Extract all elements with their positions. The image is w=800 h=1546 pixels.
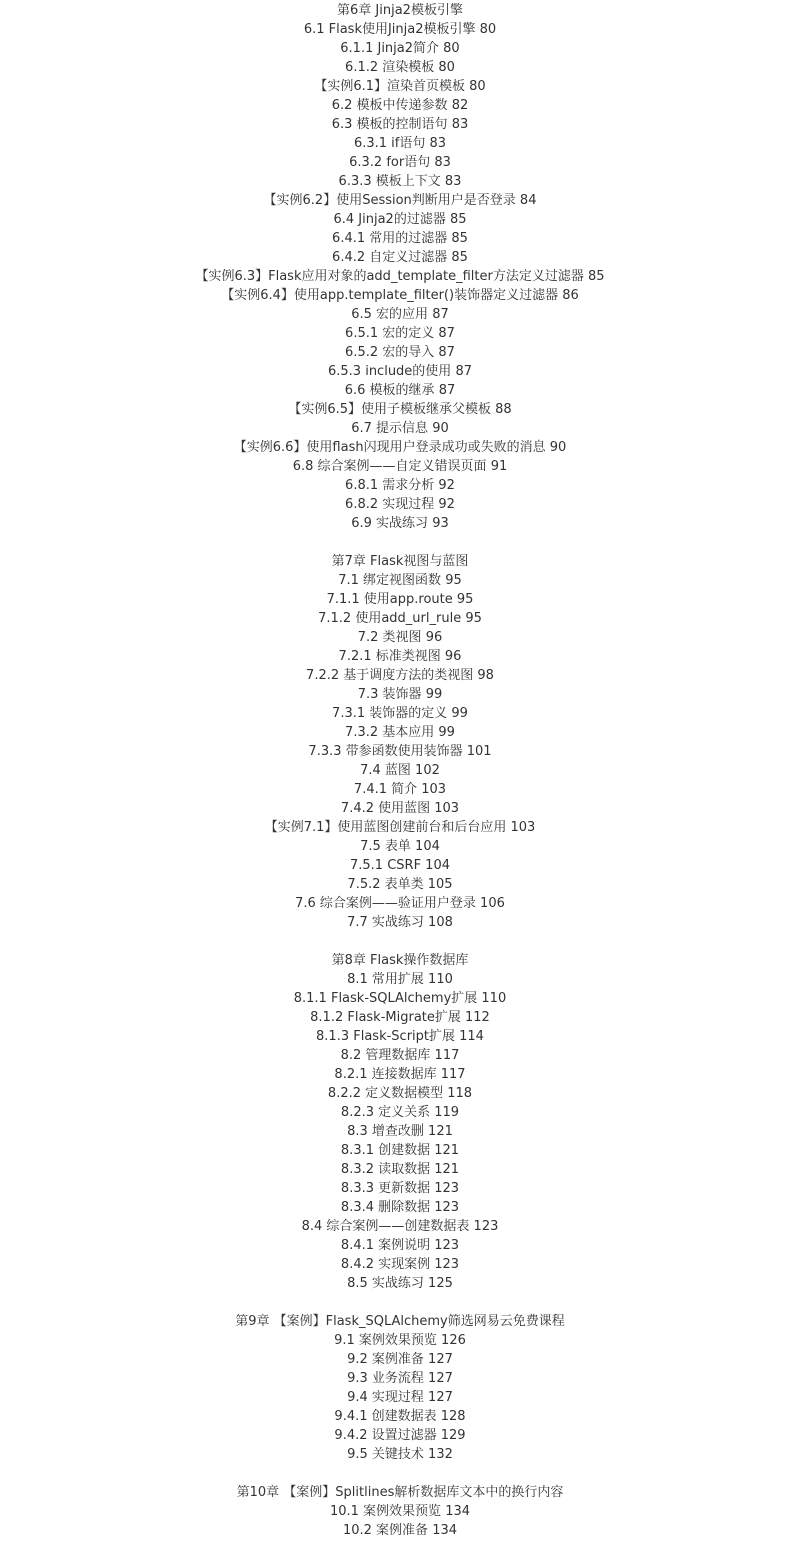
chapter-spacer: [0, 932, 800, 951]
toc-entry: 【实例7.1】使用蓝图创建前台和后台应用 103: [264, 820, 536, 835]
toc-entry: 8.3 增查改删 121: [347, 1124, 453, 1139]
toc-entry: 7.4 蓝图 102: [360, 763, 440, 778]
toc-entry: 【实例6.1】渲染首页模板 80: [314, 79, 486, 94]
chapter-spacer: [0, 1464, 800, 1483]
toc-entry: 6.3.2 for语句 83: [349, 155, 451, 170]
toc-entry: 8.2.2 定义数据模型 118: [327, 1086, 473, 1101]
toc-entry: 6.1 Flask使用Jinja2模板引擎 80: [303, 22, 497, 37]
toc-entry: 6.5.1 宏的定义 87: [345, 326, 455, 341]
toc-entry: 7.1.2 使用add_url_rule 95: [318, 611, 482, 626]
chapter-heading: 第9章 【案例】Flask_SQLAlchemy筛选网易云免费课程: [235, 1314, 565, 1329]
toc-entry: 6.2 模板中传递参数 82: [331, 98, 469, 113]
toc-entry: 7.2.2 基于调度方法的类视图 98: [306, 668, 494, 683]
toc-entry: 7.5.1 CSRF 104: [350, 858, 450, 873]
toc-entry: 6.5.2 宏的导入 87: [345, 345, 455, 360]
toc-entry: 7.7 实战练习 108: [347, 915, 453, 930]
toc-entry: 6.9 实战练习 93: [351, 516, 449, 531]
chapter-heading: 第10章 【案例】Splitlines解析数据库文本中的换行内容: [236, 1485, 564, 1500]
toc-entry: 7.3.2 基本应用 99: [345, 725, 455, 740]
toc-entry: 10.1 案例效果预览 134: [329, 1504, 471, 1519]
toc-entry: 6.3.3 模板上下文 83: [338, 174, 462, 189]
toc-entry: 6.1.1 Jinja2简介 80: [340, 41, 460, 56]
toc-entry: 6.5 宏的应用 87: [351, 307, 449, 322]
toc-entry: 【实例6.3】Flask应用对象的add_template_filter方法定义过滤器 85: [195, 269, 605, 284]
toc-entry: 6.1.2 渲染模板 80: [345, 60, 455, 75]
toc-entry: 6.4 Jinja2的过滤器 85: [333, 212, 467, 227]
toc-entry: 8.1 常用扩展 110: [347, 972, 453, 987]
toc-entry: 6.8.1 需求分析 92: [345, 478, 455, 493]
toc-entry: 6.6 模板的继承 87: [344, 383, 456, 398]
toc-entry: 7.4.2 使用蓝图 103: [340, 801, 460, 816]
toc-entry: 8.1.2 Flask-Migrate扩展 112: [310, 1010, 490, 1025]
toc-entry: 9.4.1 创建数据表 128: [334, 1409, 466, 1424]
chapter-heading: 第6章 Jinja2模板引擎: [337, 3, 463, 18]
toc-entry: 8.1.1 Flask-SQLAlchemy扩展 110: [293, 991, 507, 1006]
toc-entry: 9.5 关键技术 132: [347, 1447, 453, 1462]
toc-entry: 7.5 表单 104: [360, 839, 440, 854]
toc-entry: 6.3.1 if语句 83: [353, 136, 447, 151]
toc-entry: 8.5 实战练习 125: [347, 1276, 453, 1291]
toc-entry: 8.4.2 实现案例 123: [340, 1257, 460, 1272]
toc-entry: 7.4.1 简介 103: [353, 782, 447, 797]
toc-entry: 【实例6.2】使用Session判断用户是否登录 84: [263, 193, 537, 208]
toc-entry: 9.2 案例准备 127: [347, 1352, 453, 1367]
toc-entry: 【实例6.6】使用flash闪现用户登录成功或失败的消息 90: [233, 440, 567, 455]
toc-entry: 7.6 综合案例——验证用户登录 106: [295, 896, 505, 911]
toc-entry: 7.1 绑定视图函数 95: [338, 573, 462, 588]
toc-entry: 8.4 综合案例——创建数据表 123: [301, 1219, 499, 1234]
toc-entry: 【实例6.4】使用app.template_filter()装饰器定义过滤器 86: [221, 288, 579, 303]
toc-entry: 9.4.2 设置过滤器 129: [334, 1428, 466, 1443]
toc-entry: 7.5.2 表单类 105: [347, 877, 453, 892]
toc-entry: 7.1.1 使用app.route 95: [326, 592, 474, 607]
toc-entry: 8.3.2 读取数据 121: [340, 1162, 460, 1177]
toc-entry: 6.7 提示信息 90: [351, 421, 449, 436]
toc-entry: 8.2 管理数据库 117: [340, 1048, 460, 1063]
table-of-contents: [0, 1, 800, 1540]
toc-entry: 【实例6.5】使用子模板继承父模板 88: [288, 402, 512, 417]
chapter-spacer: [0, 1293, 800, 1312]
toc-entry: 7.3.1 装饰器的定义 99: [332, 706, 468, 721]
toc-entry: 6.3 模板的控制语句 83: [331, 117, 469, 132]
toc-entry: 6.8 综合案例——自定义错误页面 91: [292, 459, 508, 474]
chapter-heading: 第8章 Flask操作数据库: [331, 953, 469, 968]
toc-entry: 6.8.2 实现过程 92: [345, 497, 455, 512]
toc-entry: 7.3 装饰器 99: [357, 687, 443, 702]
toc-entry: 10.2 案例准备 134: [342, 1523, 458, 1538]
toc-entry: 9.4 实现过程 127: [347, 1390, 453, 1405]
toc-entry: 7.3.3 带参函数使用装饰器 101: [308, 744, 492, 759]
chapter-heading: 第7章 Flask视图与蓝图: [331, 554, 469, 569]
chapter-spacer: [0, 533, 800, 552]
toc-entry: 7.2 类视图 96: [357, 630, 443, 645]
toc-entry: 9.3 业务流程 127: [347, 1371, 453, 1386]
toc-entry: 6.5.3 include的使用 87: [328, 364, 472, 379]
toc-entry: 6.4.1 常用的过滤器 85: [332, 231, 468, 246]
toc-entry: 8.1.3 Flask-Script扩展 114: [316, 1029, 484, 1044]
toc-entry: 9.1 案例效果预览 126: [334, 1333, 466, 1348]
toc-entry: 8.3.3 更新数据 123: [340, 1181, 460, 1196]
toc-entry: 8.4.1 案例说明 123: [340, 1238, 460, 1253]
toc-entry: 8.3.1 创建数据 121: [340, 1143, 460, 1158]
toc-entry: 7.2.1 标准类视图 96: [338, 649, 462, 664]
toc-entry: 8.3.4 删除数据 123: [340, 1200, 460, 1215]
toc-entry: 8.2.3 定义关系 119: [340, 1105, 460, 1120]
toc-entry: 8.2.1 连接数据库 117: [334, 1067, 466, 1082]
toc-entry: 6.4.2 自定义过滤器 85: [332, 250, 468, 265]
